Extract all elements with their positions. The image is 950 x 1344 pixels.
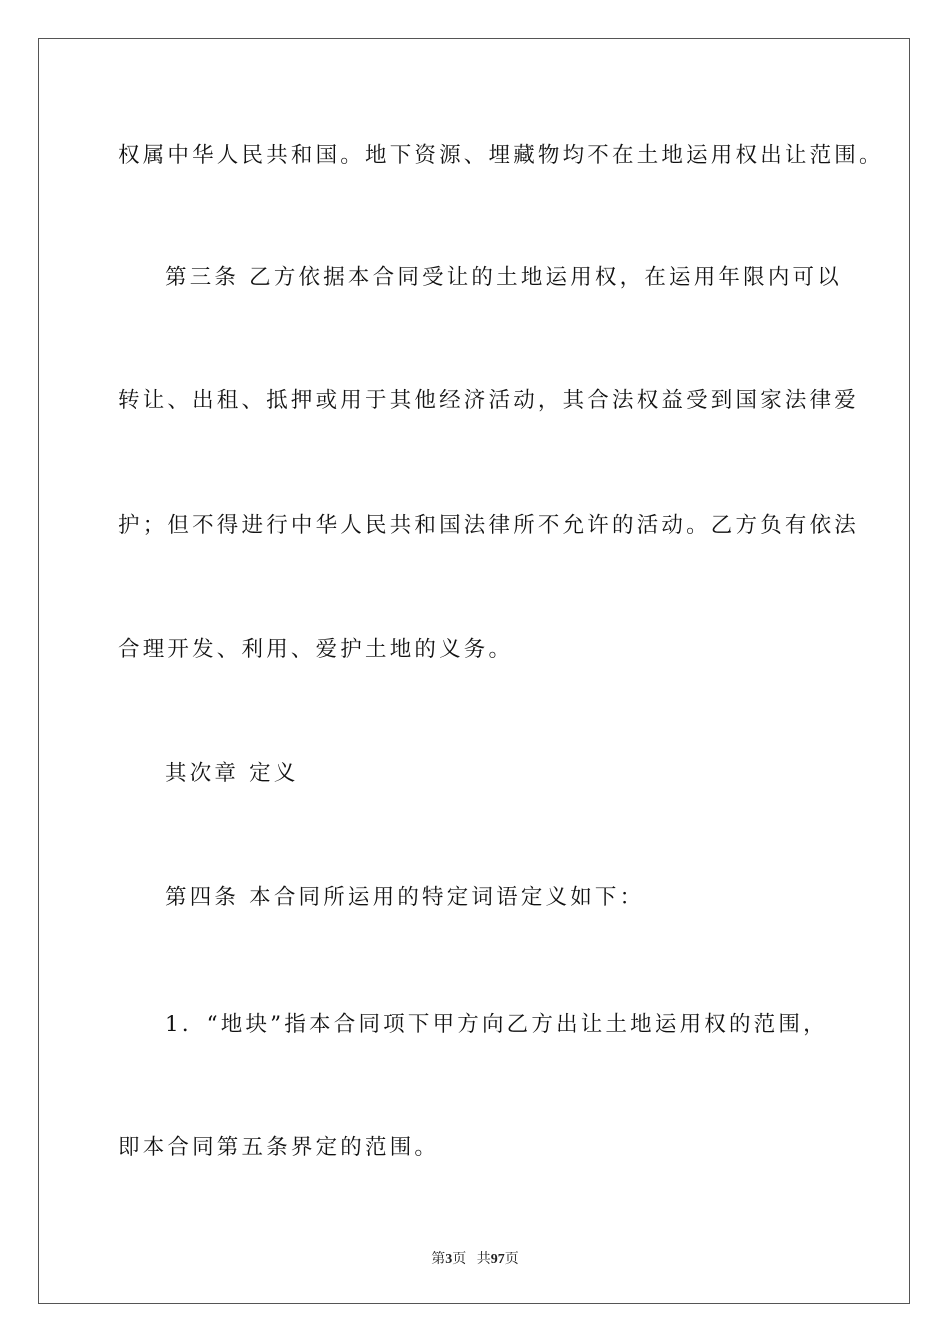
page-prefix: 第: [431, 1252, 446, 1267]
article-4-line-1: 第四条 本合同所运用的特定词语定义如下：: [165, 885, 645, 910]
page-footer: [0, 1248, 950, 1268]
page-border: [38, 38, 910, 1304]
page-suffix: 页: [452, 1252, 467, 1267]
paragraph-line-1: 权属中华人民共和国。地下资源、埋藏物均不在土地运用权出让范围。: [118, 143, 884, 168]
total-prefix: 共: [476, 1252, 491, 1267]
page-number: 3: [445, 1252, 453, 1267]
article-3-line-3: 护；但不得进行中华人民共和国法律所不允许的活动。乙方负有依法: [118, 513, 860, 538]
definition-1-line-1: 1．“地块”指本合同项下甲方向乙方出让土地运用权的范围，: [165, 1012, 828, 1037]
total-suffix: 页: [504, 1252, 519, 1267]
article-3-line-1: 第三条 乙方依据本合同受让的土地运用权，在运用年限内可以: [165, 265, 842, 290]
chapter-heading: 其次章 定义: [165, 761, 299, 786]
definition-1-line-2: 即本合同第五条界定的范围。: [118, 1135, 440, 1160]
total-pages: 97: [490, 1252, 505, 1267]
article-3-line-2: 转让、出租、抵押或用于其他经济活动，其合法权益受到国家法律爱: [118, 388, 860, 413]
article-3-line-4: 合理开发、利用、爱护土地的义务。: [118, 637, 514, 662]
